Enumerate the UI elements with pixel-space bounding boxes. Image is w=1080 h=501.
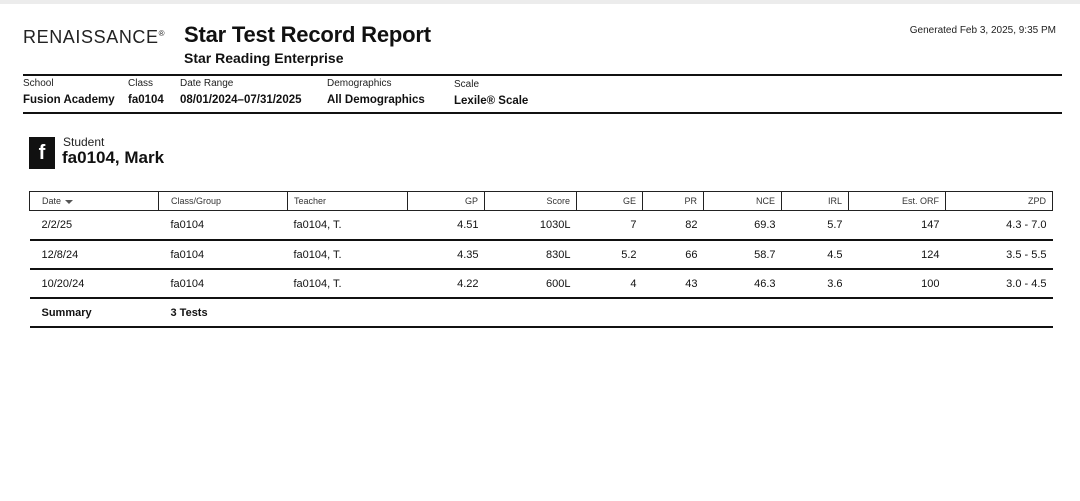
cell-est-orf: 124 [849,240,946,269]
cell-date: 10/20/24 [30,269,159,298]
col-header-est-orf[interactable]: Est. ORF [849,192,946,211]
summary-empty-cell [704,298,782,327]
scale-label: Scale [454,79,480,90]
cell-pr: 66 [643,240,704,269]
cell-pr: 82 [643,211,704,241]
cell-gp: 4.51 [408,211,485,241]
cell-irl: 3.6 [782,269,849,298]
cell-score: 830L [485,240,577,269]
summary-row [30,298,1053,327]
filter-demographics [327,77,425,108]
generated-timestamp: Generated Feb 3, 2025, 9:35 PM [909,25,1056,36]
cell-zpd: 3.0 - 4.5 [946,269,1053,298]
report-subtitle: Star Reading Enterprise [184,50,344,66]
cell-zpd: 4.3 - 7.0 [946,211,1053,241]
cell-pr: 43 [643,269,704,298]
table-row [30,269,1053,298]
top-bar [0,0,1080,4]
summary-label: Summary [30,298,159,327]
school-value: Fusion Academy [23,94,115,106]
demographics-label: Demographics [327,78,392,89]
student-label: Student [63,135,105,149]
summary-empty-cell [946,298,1053,327]
col-header-date-label: Date [42,196,62,206]
cell-ge: 7 [577,211,643,241]
cell-est-orf: 100 [849,269,946,298]
date-range-label: Date Range [180,78,234,89]
col-header-pr[interactable]: PR [643,192,704,211]
cell-irl: 4.5 [782,240,849,269]
col-header-irl[interactable]: IRL [782,192,849,211]
summary-empty-cell [408,298,485,327]
header-divider-top [23,74,1062,76]
cell-gp: 4.35 [408,240,485,269]
cell-irl: 5.7 [782,211,849,241]
summary-empty-cell [782,298,849,327]
cell-teacher: fa0104, T. [288,269,408,298]
col-header-teacher[interactable]: Teacher [288,192,408,211]
cell-score: 1030L [485,211,577,241]
student-initial-badge: f [29,137,55,169]
school-label: School [23,78,54,89]
col-header-nce[interactable]: NCE [704,192,782,211]
cell-teacher: fa0104, T. [288,240,408,269]
filter-date-range [180,77,302,108]
filter-school [23,77,115,108]
cell-nce: 58.7 [704,240,782,269]
summary-empty-cell [577,298,643,327]
filter-class [128,77,164,108]
cell-class-group: fa0104 [159,240,288,269]
cell-date: 12/8/24 [30,240,159,269]
cell-zpd: 3.5 - 5.5 [946,240,1053,269]
cell-score: 600L [485,269,577,298]
cell-gp: 4.22 [408,269,485,298]
cell-date: 2/2/25 [30,211,159,241]
test-record-table [29,191,1053,328]
col-header-ge[interactable]: GE [577,192,643,211]
col-header-class-group[interactable]: Class/Group [159,192,288,211]
cell-teacher: fa0104, T. [288,211,408,241]
header-divider-bottom [23,112,1062,114]
col-header-date[interactable] [30,192,159,211]
logo-mark: ® [158,29,166,38]
summary-value: 3 Tests [159,298,288,327]
summary-empty-cell [643,298,704,327]
cell-class-group: fa0104 [159,211,288,241]
summary-empty-cell [485,298,577,327]
class-label: Class [128,78,154,89]
table-row [30,211,1053,241]
summary-empty-cell [288,298,408,327]
col-header-score[interactable]: Score [485,192,577,211]
cell-est-orf: 147 [849,211,946,241]
demographics-value: All Demographics [327,94,425,106]
col-header-gp[interactable]: GP [408,192,485,211]
cell-nce: 46.3 [704,269,782,298]
cell-nce: 69.3 [704,211,782,241]
class-value: fa0104 [128,94,164,106]
renaissance-logo [23,27,165,48]
table-row [30,240,1053,269]
scale-value: Lexile® Scale [454,95,529,107]
cell-class-group: fa0104 [159,269,288,298]
report-title: Star Test Record Report [184,22,431,47]
summary-empty-cell [849,298,946,327]
student-name: fa0104, Mark [62,148,165,167]
cell-ge: 5.2 [577,240,643,269]
filter-scale [454,78,528,109]
logo-text: RENAISSANCE [23,27,159,47]
date-range-value: 08/01/2024–07/31/2025 [180,94,302,106]
sort-down-icon[interactable] [65,200,73,204]
table-header-row [30,192,1053,211]
col-header-zpd[interactable]: ZPD [946,192,1053,211]
cell-ge: 4 [577,269,643,298]
